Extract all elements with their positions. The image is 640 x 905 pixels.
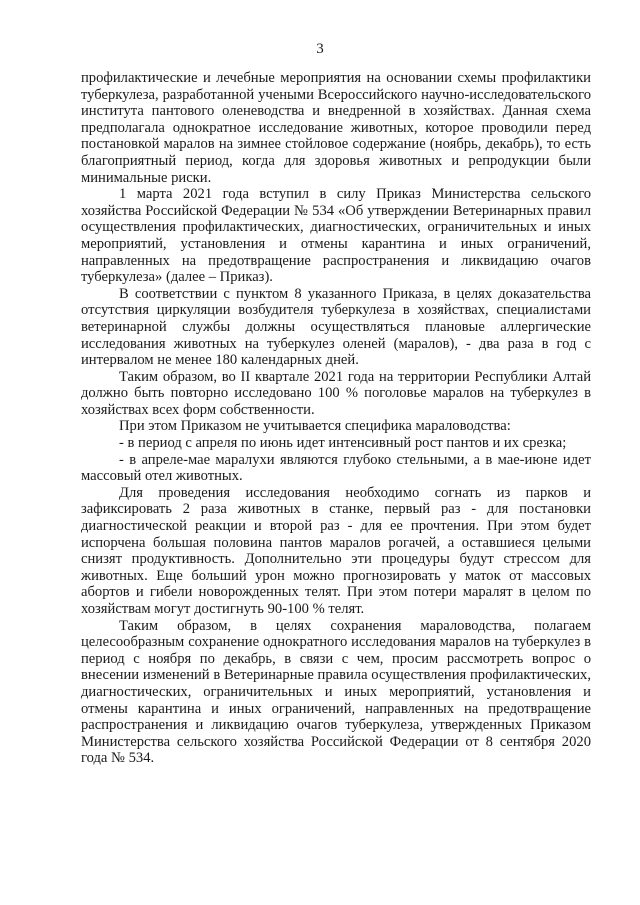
- paragraph-procedure-consequences: Для проведения исследования необходимо согнать из парков и зафиксировать 2 раза животных в станке, первый раз - для постановки диагностической реакции и второй раз - для ее прочтения. При этом будет испорчена большая половина пантов маралов рогачей, а оставшиеся целыми снизят продуктивность. Дополнительно эти процедуры будут стрессом для животных. Еще больший урон можно прогнозировать у маток от массовых абортов и гибели новорожденных телят. При этом потери маралят в целом по хозяйствам могут достигнуть 90-100 % телят.: [81, 484, 591, 617]
- paragraph-clause-8: В соответствии с пунктом 8 указанного Приказа, в целях доказательства отсутствия циркуляции возбудителя туберкулеза в хозяйствах, специалистами ветеринарной службы должны осуществляться плановые аллергические исследования животных на туберкулез оленей (маралов), - два раза в год с интервалом не менее 180 календарных дней.: [81, 285, 591, 369]
- paragraph-second-quarter: Таким образом, во II квартале 2021 года на территории Республики Алтай должно быть повторно исследовано 100 % поголовье маралов на туберкулез в хозяйствах всех форм собственности.: [81, 368, 591, 418]
- paragraph-order-effective: 1 марта 2021 года вступил в силу Приказ Министерства сельского хозяйства Российской Федерации № 534 «Об утверждении Ветеринарных правил осуществления профилактических, диагностических, ограничительных и иных мероприятий, установления и отмены карантина и иных ограничений, направленных на предотвращение распространения и ликвидацию очагов туберкулеза» (далее – Приказ).: [81, 186, 591, 286]
- paragraph-specifics-item-2: - в апреле-мае маралухи являются глубоко стельными, а в мае-июне идет массовый отел животных.: [81, 451, 591, 485]
- paragraph-request: Таким образом, в целях сохранения мараловодства, полагаем целесообразным сохранение однократного исследования маралов на туберкулез в период с ноября по декабрь, в связи с чем, просим рассмотреть вопрос о внесении изменений в Ветеринарные правила осуществления профилактических, диагностических, ограничительных и иных мероприятий, установления и отмены карантина и иных ограничений, направленных на предотвращение распространения и ликвидацию очагов туберкулеза, утвержденных Приказом Министерства сельского хозяйства Российской Федерации от 8 сентября 2020 года № 534.: [81, 617, 591, 767]
- paragraph-specifics-item-1: - в период с апреля по июнь идет интенсивный рост пантов и их срезка;: [119, 435, 567, 452]
- paragraph-continuation: профилактические и лечебные мероприятия на основании схемы профилактики туберкулеза, разработанной учеными Всероссийского научно-исследовательского института пантового оленеводства и внедренной в хозяйствах. Данная схема предполагала однократное исследование животных, которое проводили перед постановкой маралов на зимнее стойловое содержание (ноябрь, декабрь), то есть благоприятный период, когда для здоровья животных и репродукции были минимальные риски.: [81, 70, 591, 186]
- paragraph-specifics-intro: При этом Приказом не учитывается специфика мараловодства:: [119, 418, 511, 435]
- document-body: [81, 70, 591, 767]
- page-number: 3: [316, 41, 324, 57]
